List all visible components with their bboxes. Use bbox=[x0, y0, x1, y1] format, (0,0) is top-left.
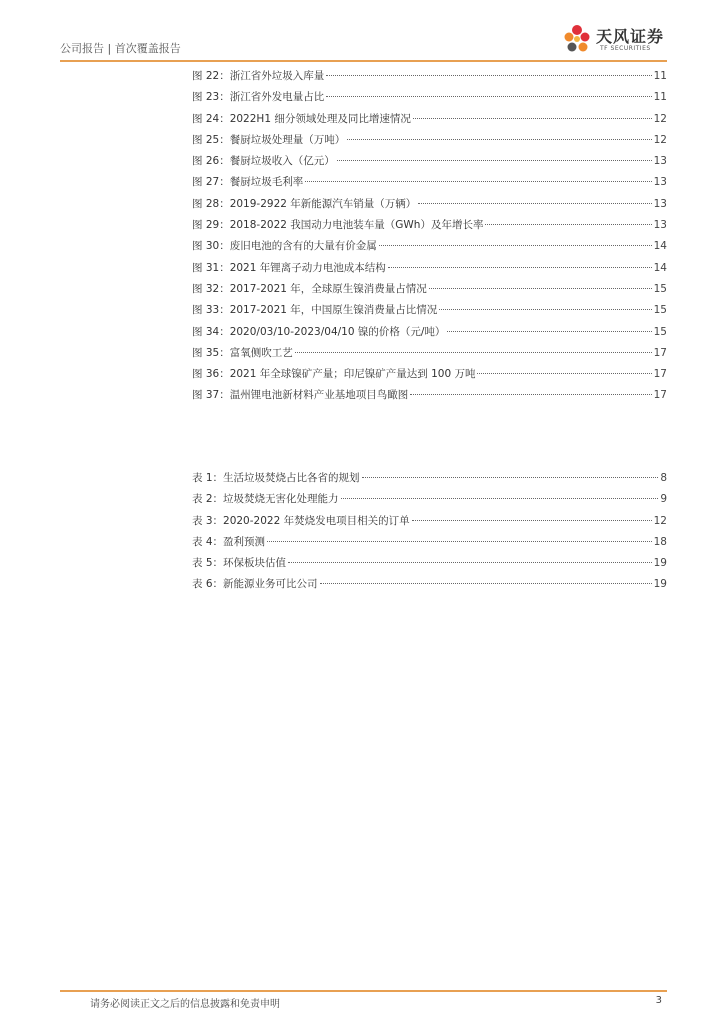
entry-title: 图 36：2021 年全球镍矿产量；印尼镍矿产量达到 100 万吨 bbox=[192, 368, 476, 381]
dot-leader bbox=[337, 160, 652, 161]
entry-page-number: 17 bbox=[653, 368, 667, 381]
entry-page-number: 14 bbox=[653, 240, 667, 253]
entry-title: 表 5：环保板块估值 bbox=[192, 557, 287, 570]
dot-leader bbox=[418, 203, 651, 204]
table-entry[interactable] bbox=[192, 511, 667, 532]
dot-leader bbox=[295, 352, 652, 353]
figure-entry[interactable] bbox=[192, 194, 667, 215]
entry-title: 图 37：温州锂电池新材料产业基地项目鸟瞰图 bbox=[192, 389, 409, 402]
figure-entry[interactable] bbox=[192, 343, 667, 364]
figure-entry[interactable] bbox=[192, 364, 667, 385]
header-divider bbox=[60, 60, 667, 62]
dot-leader bbox=[305, 181, 651, 182]
entry-title: 图 22：浙江省外垃圾入库量 bbox=[192, 70, 325, 82]
logo-english-name: TF SECURITIES bbox=[600, 45, 651, 52]
entry-title: 图 28：2019-2922 年新能源汽车销量（万辆） bbox=[192, 197, 417, 210]
dot-leader bbox=[326, 96, 651, 97]
dot-leader bbox=[379, 245, 652, 246]
figure-entry[interactable] bbox=[192, 130, 667, 151]
entry-page-number: 19 bbox=[653, 578, 667, 591]
entry-title: 图 32：2017-2021 年，全球原生镍消费量占情况 bbox=[192, 282, 427, 295]
entry-title: 表 2：垃圾焚烧无害化处理能力 bbox=[192, 493, 339, 506]
footer-disclaimer: 请务必阅读正文之后的信息披露和免责申明 bbox=[90, 999, 280, 1010]
entry-title: 图 33：2017-2021 年，中国原生镍消费量占比情况 bbox=[192, 304, 438, 317]
entry-page-number: 13 bbox=[653, 219, 667, 232]
entry-page-number: 15 bbox=[653, 304, 667, 317]
dot-leader bbox=[362, 477, 659, 478]
entry-page-number: 9 bbox=[660, 493, 667, 506]
entry-title: 图 24：2022H1 细分领域处理及同比增速情况 bbox=[192, 112, 411, 125]
page-number: 3 bbox=[655, 995, 662, 1006]
dot-leader bbox=[413, 118, 652, 119]
entry-title: 表 4：盈利预测 bbox=[192, 535, 266, 548]
table-list bbox=[192, 468, 667, 596]
figure-entry[interactable] bbox=[192, 66, 667, 87]
entry-page-number: 13 bbox=[653, 197, 667, 210]
entry-page-number: 11 bbox=[653, 91, 667, 104]
entry-title: 图 25：餐厨垃圾处理量（万吨） bbox=[192, 133, 346, 146]
entry-page-number: 12 bbox=[653, 133, 667, 146]
logo-chinese-name: 天风证券 bbox=[596, 27, 665, 46]
figure-entry[interactable] bbox=[192, 322, 667, 343]
figure-entry[interactable] bbox=[192, 87, 667, 108]
entry-page-number: 12 bbox=[653, 112, 667, 125]
entry-page-number: 8 bbox=[660, 472, 667, 484]
dot-leader bbox=[429, 288, 652, 289]
figure-list bbox=[192, 66, 667, 407]
entry-title: 表 1：生活垃圾焚烧占比各省的规划 bbox=[192, 472, 360, 484]
figure-entry[interactable] bbox=[192, 172, 667, 193]
table-entry[interactable] bbox=[192, 553, 667, 574]
entry-page-number: 15 bbox=[653, 282, 667, 295]
dot-leader bbox=[477, 373, 651, 374]
entry-title: 图 29：2018-2022 我国动力电池装车量（GWh）及年增长率 bbox=[192, 219, 484, 232]
entry-page-number: 17 bbox=[653, 389, 667, 402]
dot-leader bbox=[410, 394, 651, 395]
entry-title: 表 6：新能源业务可比公司 bbox=[192, 578, 318, 591]
figure-entry[interactable] bbox=[192, 236, 667, 257]
table-entry[interactable] bbox=[192, 574, 667, 595]
entry-page-number: 13 bbox=[653, 155, 667, 168]
entry-page-number: 19 bbox=[653, 557, 667, 570]
figure-entry[interactable] bbox=[192, 279, 667, 300]
entry-page-number: 17 bbox=[653, 346, 667, 359]
dot-leader bbox=[267, 541, 652, 542]
entry-title: 图 26：餐厨垃圾收入（亿元） bbox=[192, 155, 335, 168]
entry-title: 图 34：2020/03/10-2023/04/10 镍的价格（元/吨） bbox=[192, 325, 446, 338]
dot-leader bbox=[326, 75, 651, 76]
flower-logo-icon bbox=[560, 22, 594, 62]
dot-leader bbox=[447, 331, 651, 332]
figure-entry[interactable] bbox=[192, 258, 667, 279]
entry-page-number: 14 bbox=[653, 261, 667, 274]
entry-title: 图 27：餐厨垃圾毛利率 bbox=[192, 176, 304, 189]
figure-entry[interactable] bbox=[192, 385, 667, 406]
table-entry[interactable] bbox=[192, 489, 667, 510]
dot-leader bbox=[485, 224, 651, 225]
entry-page-number: 12 bbox=[653, 514, 667, 527]
dot-leader bbox=[439, 309, 651, 310]
figure-entry[interactable] bbox=[192, 109, 667, 130]
footer-divider bbox=[60, 990, 667, 992]
entry-page-number: 18 bbox=[653, 535, 667, 548]
entry-title: 图 31：2021 年锂离子动力电池成本结构 bbox=[192, 261, 386, 274]
dot-leader bbox=[341, 498, 659, 499]
entry-title: 图 30：废旧电池的含有的大量有价金属 bbox=[192, 240, 377, 253]
entry-page-number: 13 bbox=[653, 176, 667, 189]
dot-leader bbox=[347, 139, 651, 140]
entry-page-number: 11 bbox=[653, 70, 667, 82]
report-type-label: 公司报告 | 首次覆盖报告 bbox=[60, 42, 181, 55]
entry-title: 图 23：浙江省外发电量占比 bbox=[192, 91, 325, 104]
table-entry[interactable] bbox=[192, 532, 667, 553]
table-entry[interactable] bbox=[192, 468, 667, 489]
entry-title: 图 35：富氧侧吹工艺 bbox=[192, 346, 293, 359]
figure-entry[interactable] bbox=[192, 215, 667, 236]
dot-leader bbox=[388, 267, 652, 268]
dot-leader bbox=[320, 583, 652, 584]
figure-entry[interactable] bbox=[192, 151, 667, 172]
dot-leader bbox=[288, 562, 652, 563]
figure-entry[interactable] bbox=[192, 300, 667, 321]
dot-leader bbox=[412, 520, 652, 521]
entry-page-number: 15 bbox=[653, 325, 667, 338]
company-logo bbox=[560, 22, 668, 62]
entry-title: 表 3：2020-2022 年焚烧发电项目相关的订单 bbox=[192, 514, 410, 527]
